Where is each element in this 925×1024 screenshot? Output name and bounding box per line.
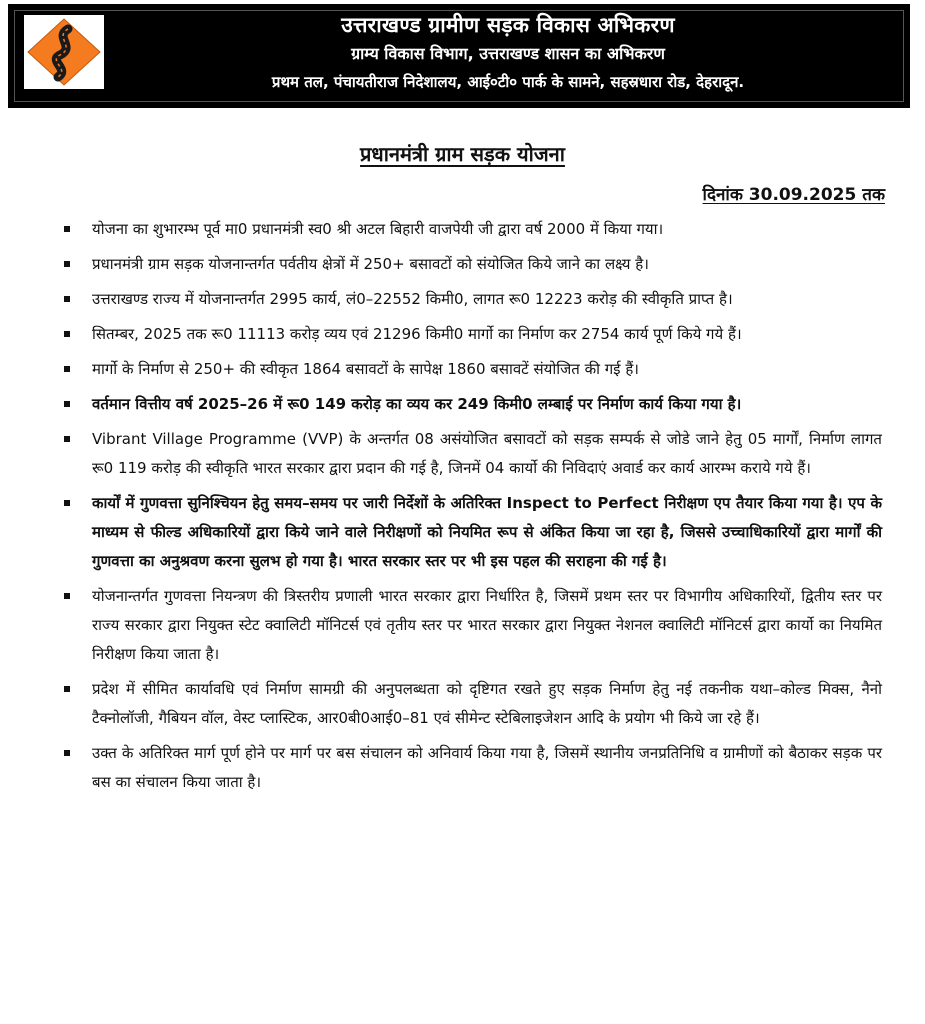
logo [24, 15, 104, 89]
organisation-info [120, 10, 896, 96]
list-item: कार्यों में गुणवत्ता सुनिश्चियन हेतु समय–समय पर जारी निर्देशों के अतिरिक्त Inspect to Perfect निरीक्षण एप तैयार किया गया है। एप के माध्यम से फील्ड अधिकारियों द्वारा किये जाने वाले निरीक्षणों को नियमित रूप से अंकित किया जा रहा है, जिससे उच्चाधिकारियों द्वारा मार्गों की गुणवत्ता का अनुश्रवण करना सुलभ हो गया है। भारत सरकार स्तर पर भी इस पहल की सराहना की गई है। [60, 489, 882, 576]
bullet-list [60, 215, 882, 803]
document-title [0, 140, 925, 167]
list-item: सितम्बर, 2025 तक रू0 11113 करोड़ व्यय एवं 21296 किमी0 मार्गो का निर्माण कर 2754 कार्य पूर्ण किये गये हैं। [60, 320, 882, 349]
list-item: Vibrant Village Programme (VVP) के अन्तर्गत 08 असंयोजित बसावटों को सड़क सम्पर्क से जोडे जाने हेतु 05 मार्गों, निर्माण लागत रू0 119 करोड़ की स्वीकृति भारत सरकार द्वारा प्रदान की गई है, जिनमें 04 कार्यो की निविदाएं अवार्ड कर कार्य आरम्भ कराये गये हैं। [60, 425, 882, 483]
list-item: वर्तमान वित्तीय वर्ष 2025–26 में रू0 149 करोड़ का व्यय कर 249 किमी0 लम्बाई पर निर्माण कार्य किया गया है। [60, 390, 882, 419]
organisation-address: प्रथम तल, पंचायतीराज निदेशालय, आई०टी० पार्क के सामने, सहस्रधारा रोड, देहरादून. [271, 73, 745, 91]
list-item: उक्त के अतिरिक्त मार्ग पूर्ण होने पर मार्ग पर बस संचालन को अनिवार्य किया गया है, जिसमें स्थानीय जनप्रतिनिधि व ग्रामीणों को बैठाकर सड़क पर बस का संचालन किया जाता है। [60, 739, 882, 797]
road-logo-icon [24, 15, 104, 89]
header-banner [8, 4, 910, 108]
document-title-text: प्रधानमंत्री ग्राम सड़क योजना [360, 142, 565, 166]
organisation-subtitle: ग्राम्य विकास विभाग, उत्तराखण्ड शासन का अभिकरण [351, 44, 665, 63]
document-date: दिनांक 30.09.2025 तक [702, 185, 885, 205]
organisation-title: उत्तराखण्ड ग्रामीण सड़क विकास अभिकरण [341, 13, 675, 37]
list-item: मार्गो के निर्माण से 250+ की स्वीकृत 1864 बसावटों के सापेक्ष 1860 बसावटें संयोजित की गई हैं। [60, 355, 882, 384]
list-item: प्रधानमंत्री ग्राम सड़क योजनान्तर्गत पर्वतीय क्षेत्रों में 250+ बसावटों को संयोजित किये जाने का लक्ष्य है। [60, 250, 882, 279]
list-item: योजना का शुभारम्भ पूर्व मा0 प्रधानमंत्री स्व0 श्री अटल बिहारी वाजपेयी जी द्वारा वर्ष 2000 में किया गया। [60, 215, 882, 244]
list-item: योजनान्तर्गत गुणवत्ता नियन्त्रण की त्रिस्तरीय प्रणाली भारत सरकार द्वारा निर्धारित है, जिसमें प्रथम स्तर पर विभागीय अधिकारियों, द्वितीय स्तर पर राज्य सरकार द्वारा नियुक्त स्टेट क्वालिटी मॉनिटर्स एवं तृतीय स्तर पर भारत सरकार द्वारा नियुक्त नेशनल क्वालिटी मॉनिटर्स द्वारा कार्यो का नियमित निरीक्षण किया जाता है। [60, 582, 882, 669]
list-item: उत्तराखण्ड राज्य में योजनान्तर्गत 2995 कार्य, लं0–22552 किमी0, लागत रू0 12223 करोड़ की स्वीकृति प्राप्त है। [60, 285, 882, 314]
list-item: प्रदेश में सीमित कार्यावधि एवं निर्माण सामग्री की अनुपलब्धता को दृष्टिगत रखते हुए सड़क निर्माण हेतु नई तकनीक यथा–कोल्ड मिक्स, नैनो टैक्नोलॉजी, गैबियन वॉल, वेस्ट प्लास्टिक, आर0बी0आई0–81 एवं सीमेन्ट स्टेबिलाइजेशन आदि के प्रयोग भी किये जा रहे हैं। [60, 675, 882, 733]
